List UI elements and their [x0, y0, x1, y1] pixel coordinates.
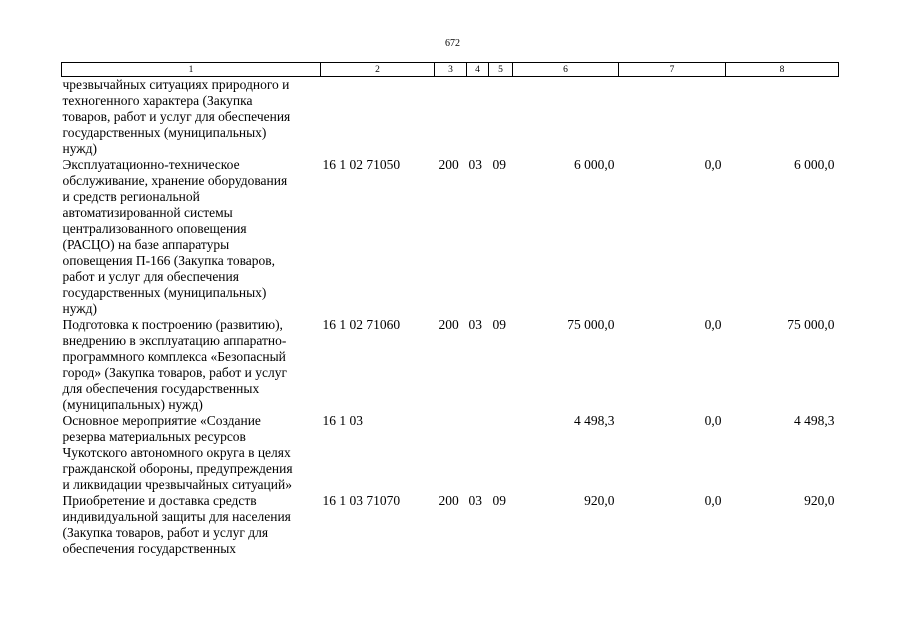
header-cell: 7: [619, 63, 726, 77]
row-code-cell: 16 1 02 71050: [322, 157, 401, 172]
row-name-line: Чукотского автономного округа в целях: [62, 445, 291, 460]
row-value-8-cell: 4 498,3: [794, 413, 835, 428]
row-name-line: (РАСЦО) на базе аппаратуры: [62, 237, 230, 252]
row-name-line: для обеспечения государственных: [62, 381, 260, 396]
row-value-7-cell: 0,0: [704, 317, 722, 332]
header-cell: 1: [62, 63, 321, 77]
row-name-line: город» (Закупка товаров, работ и услуг: [62, 365, 287, 380]
row-value-8-cell: [726, 77, 839, 158]
table-row: [62, 493, 839, 557]
row-name-line: Основное мероприятие «Создание: [62, 413, 261, 428]
table-header-row: [62, 63, 839, 77]
row-value-6-cell: 75 000,0: [567, 317, 615, 332]
row-vr-cell: [435, 413, 467, 493]
header-cell: 8: [726, 63, 839, 77]
row-name-line: индивидуальной защиты для населения: [62, 509, 291, 524]
row-name-line: программного комплекса «Безопасный: [62, 349, 286, 364]
row-name-line: внедрению в эксплуатацию аппаратно-: [62, 333, 287, 348]
row-vr-cell: 200: [438, 493, 459, 508]
row-name-line: (Закупка товаров, работ и услуг для: [62, 525, 269, 540]
row-name-line: автоматизированной системы: [62, 205, 233, 220]
row-name-cell: [62, 157, 321, 317]
header-cell: 6: [513, 63, 619, 77]
row-value-8-cell: 75 000,0: [787, 317, 835, 332]
header-cell: 5: [489, 63, 513, 77]
row-value-7-cell: 0,0: [704, 493, 722, 508]
row-name-cell: [62, 413, 321, 493]
row-name-line: государственных (муниципальных): [62, 125, 267, 140]
header-cell: 3: [435, 63, 467, 77]
budget-table: [61, 62, 839, 557]
row-value-6-cell: 4 498,3: [574, 413, 615, 428]
row-name-line: и ликвидации чрезвычайных ситуаций»: [62, 477, 292, 492]
row-vr-cell: 200: [438, 157, 459, 172]
row-name-cell: [62, 77, 321, 158]
row-rz-cell: 03: [468, 493, 482, 508]
row-rz-cell: 03: [468, 157, 482, 172]
row-name-line: Подготовка к построению (развитию),: [62, 317, 283, 332]
row-name-line: техногенного характера (Закупка: [62, 93, 253, 108]
row-name-line: и средств региональной: [62, 189, 200, 204]
row-pr-cell: 09: [492, 493, 506, 508]
table-row: [62, 77, 839, 158]
row-name-line: Эксплуатационно-техническое: [62, 157, 240, 172]
row-pr-cell: [489, 77, 513, 158]
row-value-7-cell: 0,0: [704, 413, 722, 428]
table-row: [62, 317, 839, 413]
row-pr-cell: 09: [492, 317, 506, 332]
row-name-line: резерва материальных ресурсов: [62, 429, 246, 444]
row-name-line: обслуживание, хранение оборудования: [62, 173, 288, 188]
header-cell: 4: [467, 63, 489, 77]
row-code-cell: [321, 77, 435, 158]
row-name-line: работ и услуг для обеспечения: [62, 269, 239, 284]
row-pr-cell: [489, 413, 513, 493]
row-name-cell: [62, 317, 321, 413]
row-name-line: обеспечения государственных: [62, 541, 237, 556]
row-value-6-cell: [513, 77, 619, 158]
table-row: [62, 157, 839, 317]
row-name-line: товаров, работ и услуг для обеспечения: [62, 109, 291, 124]
row-code-cell: 16 1 02 71060: [322, 317, 401, 332]
row-name-line: (муниципальных) нужд): [62, 397, 203, 412]
row-value-6-cell: 920,0: [584, 493, 615, 508]
row-name-line: чрезвычайных ситуациях природного и: [62, 77, 290, 92]
row-rz-cell: 03: [468, 317, 482, 332]
header-cell: 2: [321, 63, 435, 77]
row-value-6-cell: 6 000,0: [574, 157, 615, 172]
table-row: [62, 413, 839, 493]
table-body: [62, 77, 839, 558]
row-value-8-cell: 920,0: [804, 493, 835, 508]
row-value-7-cell: [619, 77, 726, 158]
row-value-8-cell: 6 000,0: [794, 157, 835, 172]
row-rz-cell: [467, 413, 489, 493]
row-name-line: нужд): [62, 301, 97, 316]
row-name-cell: [62, 493, 321, 557]
row-code-cell: 16 1 03 71070: [322, 493, 401, 508]
page-number: 672: [445, 38, 460, 49]
row-vr-cell: [435, 77, 467, 158]
row-vr-cell: 200: [438, 317, 459, 332]
row-pr-cell: 09: [492, 157, 506, 172]
row-code-cell: 16 1 03: [322, 413, 363, 428]
row-name-line: нужд): [62, 141, 97, 156]
row-name-line: оповещения П-166 (Закупка товаров,: [62, 253, 276, 268]
row-name-line: централизованного оповещения: [62, 221, 247, 236]
row-name-line: государственных (муниципальных): [62, 285, 267, 300]
row-value-7-cell: 0,0: [704, 157, 722, 172]
row-name-line: Приобретение и доставка средств: [62, 493, 257, 508]
row-name-line: гражданской обороны, предупреждения: [62, 461, 293, 476]
row-rz-cell: [467, 77, 489, 158]
